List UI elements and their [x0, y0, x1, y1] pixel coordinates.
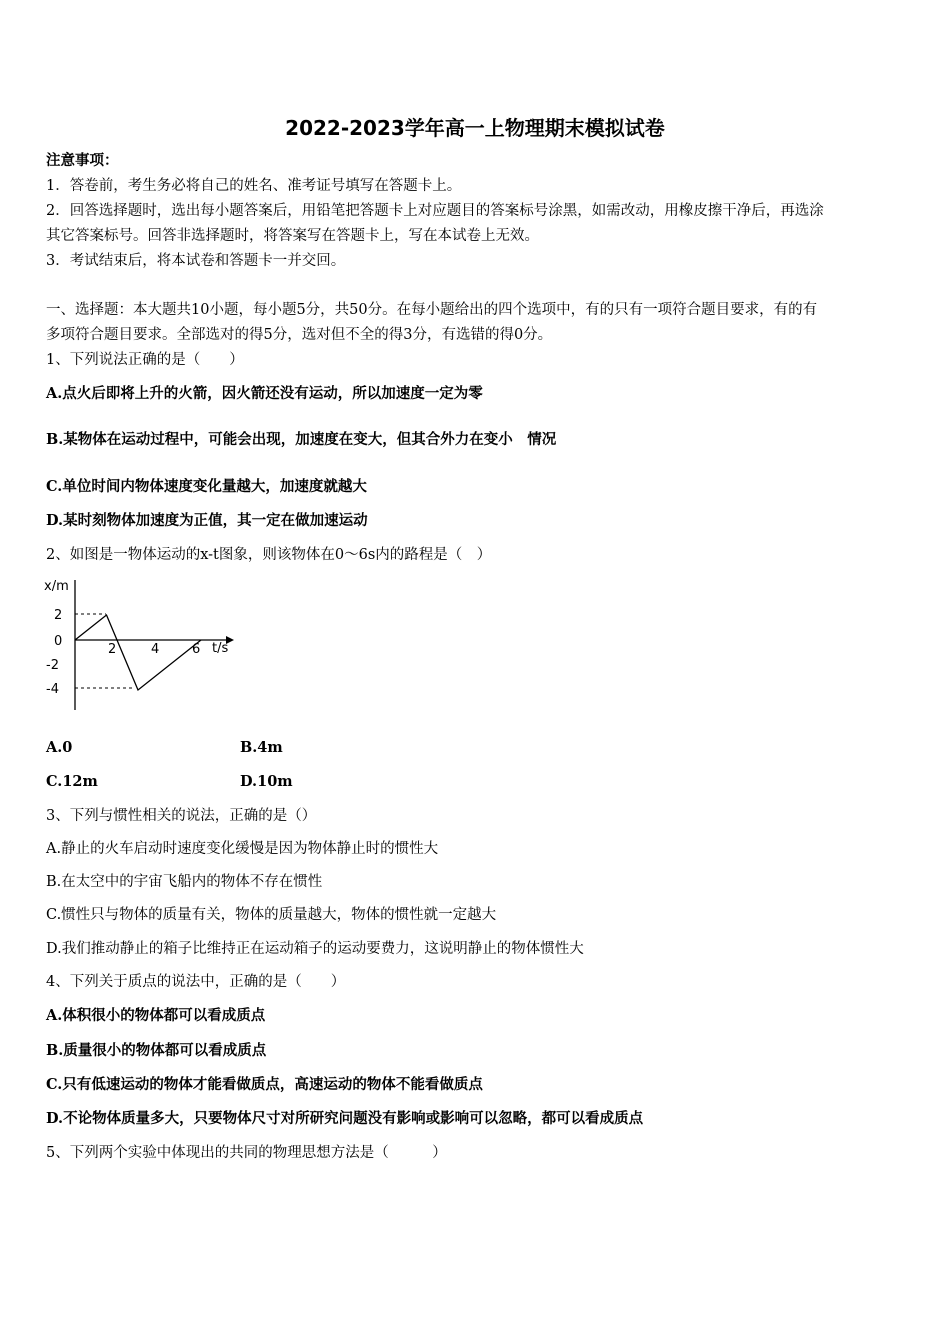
question-5-stem: 5、下列两个实验中体现出的共同的物理思想方法是（ ） — [46, 1145, 447, 1161]
y-tick-label: 0 — [54, 634, 63, 649]
y-axis-label: x/m — [44, 579, 69, 594]
xt-graph — [40, 570, 240, 720]
question-2-option-a: A.0 — [46, 739, 73, 756]
notice-item: 其它答案标号。回答非选择题时，将答案写在答题卡上，写在本试卷上无效。 — [46, 228, 539, 244]
x-axis-label: t/s — [212, 641, 229, 656]
section-instructions: 一、选择题：本大题共10小题，每小题5分，共50分。在每小题给出的四个选项中，有的只有一项符合题目要求，有的有 — [46, 302, 818, 318]
question-3-option-a: A.静止的火车启动时速度变化缓慢是因为物体静止时的惯性大 — [46, 841, 439, 857]
question-4-option-b: B.质量很小的物体都可以看成质点 — [46, 1042, 267, 1059]
page-title: 2022-2023学年高一上物理期末模拟试卷 — [285, 116, 665, 140]
question-1-option-b: B.某物体在运动过程中，可能会出现，加速度在变大，但其合外力在变小 情况 — [46, 431, 557, 448]
question-1-option-c: C.单位时间内物体速度变化量越大，加速度就越大 — [46, 478, 367, 495]
section-instructions: 多项符合题目要求。全部选对的得5分，选对但不全的得3分，有选错的得0分。 — [46, 327, 553, 343]
x-tick-label: 4 — [151, 642, 160, 657]
question-4-option-a: A.体积很小的物体都可以看成质点 — [46, 1007, 266, 1024]
question-1-stem: 1、下列说法正确的是（ ） — [46, 352, 244, 368]
question-2-option-b: B.4m — [240, 739, 283, 756]
question-4-option-c: C.只有低速运动的物体才能看做质点，高速运动的物体不能看做质点 — [46, 1076, 483, 1093]
xt-curve — [75, 615, 201, 690]
x-tick-label: 6 — [192, 642, 201, 657]
y-tick-label: 2 — [54, 608, 63, 623]
x-tick-label: 2 — [108, 642, 117, 657]
question-3-option-c: C.惯性只与物体的质量有关，物体的质量越大，物体的惯性就一定越大 — [46, 907, 497, 923]
notice-item: 2．回答选择题时，选出每小题答案后，用铅笔把答题卡上对应题目的答案标号涂黑，如需改动，用橡皮擦干净后，再选涂 — [46, 203, 824, 219]
question-3-option-d: D.我们推动静止的箱子比维持正在运动箱子的运动要费力，这说明静止的物体惯性大 — [46, 941, 584, 957]
question-2-option-c: C.12m — [46, 773, 98, 790]
y-tick-label: -2 — [46, 658, 59, 673]
question-2-option-d: D.10m — [240, 773, 293, 790]
question-2-stem: 2、如图是一物体运动的x-t图象，则该物体在0～6s内的路程是（ ） — [46, 547, 492, 563]
notice-item: 1．答卷前，考生务必将自己的姓名、准考证号填写在答题卡上。 — [46, 178, 462, 194]
notice-heading: 注意事项： — [46, 152, 119, 169]
question-3-stem: 3、下列与惯性相关的说法，正确的是（） — [46, 808, 317, 824]
question-1-option-d: D.某时刻物体加速度为正值，其一定在做加速运动 — [46, 512, 368, 529]
y-tick-label: -4 — [46, 682, 59, 697]
question-4-option-d: D.不论物体质量多大，只要物体尺寸对所研究问题没有影响或影响可以忽略，都可以看成质点 — [46, 1110, 644, 1127]
question-1-option-a: A.点火后即将上升的火箭，因火箭还没有运动，所以加速度一定为零 — [46, 385, 483, 402]
question-3-option-b: B.在太空中的宇宙飞船内的物体不存在惯性 — [46, 874, 323, 890]
notice-item: 3．考试结束后，将本试卷和答题卡一并交回。 — [46, 253, 346, 269]
question-4-stem: 4、下列关于质点的说法中，正确的是（ ） — [46, 974, 346, 990]
